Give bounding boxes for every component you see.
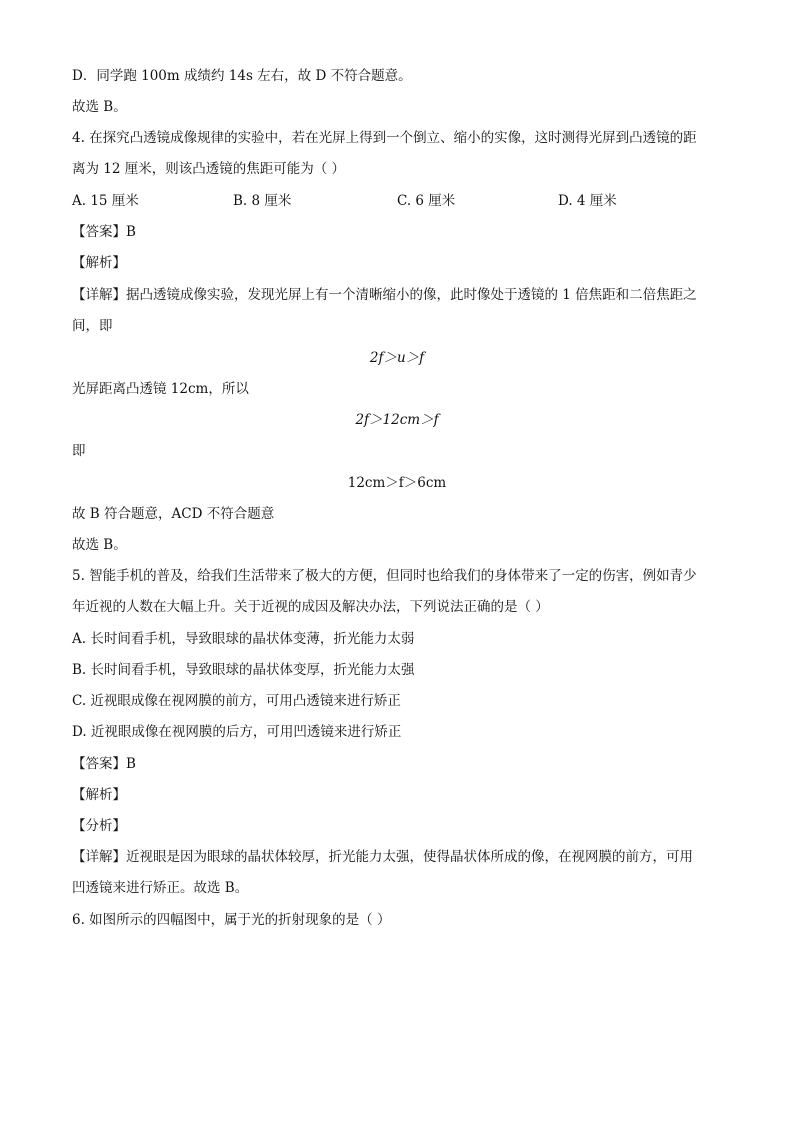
text-line: 故选 B。 — [72, 99, 127, 115]
question-6-stem: 6. 如图所示的四幅图中，属于光的折射现象的是（ ） — [72, 912, 391, 928]
answer-label: 【答案】B — [72, 756, 136, 772]
q4-option-c: C. 6 厘米 — [397, 193, 456, 209]
q5-option-c: C. 近视眼成像在视网膜的前方，可用凸透镜来进行矫正 — [72, 693, 401, 709]
question-4-stem-cont: 离为 12 厘米，则该凸透镜的焦距可能为（ ） — [72, 161, 346, 177]
analysis-label: 【解析】 — [72, 255, 126, 271]
text-line: D．同学跑 100m 成绩约 14s 左右，故 D 不符合题意。 — [72, 68, 412, 84]
analysis-label: 【解析】 — [72, 787, 126, 803]
question-4-stem: 4. 在探究凸透镜成像规律的实验中，若在光屏上得到一个倒立、缩小的实像，这时测得光屏到凸透镜的距 — [72, 130, 697, 146]
analysis-sub-label: 【分析】 — [72, 818, 126, 834]
q4-option-a: A. 15 厘米 — [72, 193, 139, 209]
q5-option-d: D. 近视眼成像在视网膜的后方，可用凹透镜来进行矫正 — [72, 724, 402, 740]
detail-text-cont: 间，即 — [72, 318, 113, 334]
formula-1: 2f＞u＞f — [369, 350, 425, 366]
detail-text: 【详解】据凸透镜成像实验，发现光屏上有一个清晰缩小的像，此时像处于透镜的 1 倍焦距和二倍焦距之 — [72, 287, 697, 303]
text-line: 即 — [72, 443, 86, 459]
detail-text-cont: 凹透镜来进行矫正。故选 B。 — [72, 880, 249, 896]
answer-label: 【答案】B — [72, 224, 136, 240]
q5-option-a: A. 长时间看手机，导致眼球的晶状体变薄，折光能力太弱 — [72, 631, 415, 647]
text-line: 光屏距离凸透镜 12cm，所以 — [72, 381, 249, 397]
formula-3: 12cm＞f＞6cm — [347, 475, 447, 491]
q5-option-b: B. 长时间看手机，导致眼球的晶状体变厚，折光能力太强 — [72, 662, 415, 678]
text-line: 故选 B。 — [72, 537, 127, 553]
question-5-stem-cont: 年近视的人数在大幅上升。关于近视的成因及解决办法，下列说法正确的是（ ） — [72, 599, 549, 615]
q4-option-d: D. 4 厘米 — [558, 193, 617, 209]
q4-option-b: B. 8 厘米 — [233, 193, 292, 209]
text-line: 故 B 符合题意，ACD 不符合题意 — [72, 506, 275, 522]
detail-text: 【详解】近视眼是因为眼球的晶状体较厚，折光能力太强，使得晶状体所成的像，在视网膜的前方，可用 — [72, 849, 693, 865]
question-5-stem: 5. 智能手机的普及，给我们生活带来了极大的方便，但同时也给我们的身体带来了一定的伤害，例如青少 — [72, 568, 697, 584]
formula-2: 2f＞12cm＞f — [355, 412, 439, 428]
